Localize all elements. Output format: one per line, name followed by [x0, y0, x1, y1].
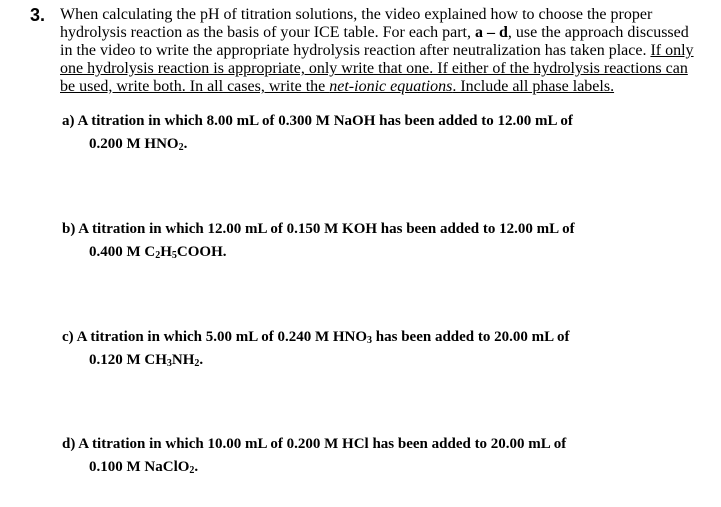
- part-text: 0.400 M C: [89, 244, 156, 260]
- part-b-line-1: [62, 218, 682, 241]
- intro-line-3: [60, 42, 700, 60]
- part-label: a): [62, 113, 75, 129]
- intro-underlined-text: If only: [650, 42, 694, 59]
- part-d: [62, 433, 682, 479]
- subscript: 2: [194, 358, 200, 369]
- subscript: 3: [166, 358, 172, 369]
- part-text: NH: [171, 352, 195, 368]
- intro-line-4: [60, 60, 700, 78]
- intro-italic-text: net-ionic equations: [329, 78, 453, 95]
- part-text: 0.120 M CH: [89, 352, 167, 368]
- part-b: [62, 218, 682, 264]
- part-text: .: [183, 136, 188, 152]
- subscript: 2: [178, 142, 184, 153]
- intro-bold-range: a – d: [475, 24, 508, 41]
- part-a-line-1: [62, 110, 682, 133]
- part-text: 0.200 M HNO: [89, 136, 179, 152]
- subscript: 3: [367, 335, 373, 346]
- intro-underlined-text: . Include all phase labels.: [452, 78, 615, 95]
- part-text: has been added to 20.00 mL of: [372, 329, 570, 345]
- part-text: A titration in which 12.00 mL of 0.150 M KOH has been added to 12.00 mL of: [78, 221, 575, 237]
- subscript: 2: [155, 250, 161, 261]
- part-text: A titration in which 5.00 mL of 0.240 M HNO: [76, 329, 368, 345]
- intro-line-1: [60, 6, 700, 24]
- intro-text: When calculating the pH of titration solutions, the video explained how to choose the proper: [60, 6, 653, 23]
- part-d-line-1: [62, 433, 682, 456]
- intro-text: in the video to write the appropriate hydrolysis reaction after neutralization has taken place.: [60, 42, 651, 59]
- part-text: 0.100 M NaClO: [89, 459, 190, 475]
- intro-text: hydrolysis reaction as the basis of your ICE table. For each part,: [60, 24, 475, 41]
- part-b-line-2: [62, 241, 682, 264]
- part-label: c): [62, 329, 74, 345]
- part-text: A titration in which 10.00 mL of 0.200 M HCl has been added to 20.00 mL of: [78, 436, 567, 452]
- part-text: .: [194, 459, 199, 475]
- intro-text: , use the approach discussed: [507, 24, 689, 41]
- subscript: 5: [171, 250, 177, 261]
- part-d-line-2: [62, 456, 682, 479]
- intro-underlined-text: one hydrolysis reaction is appropriate, only write that one. If either of the hydrolysis reactions can: [60, 60, 688, 77]
- subscript: 2: [189, 465, 195, 476]
- part-a: [62, 110, 682, 156]
- part-text: COOH.: [176, 244, 227, 260]
- part-label: d): [62, 436, 76, 452]
- intro-line-2: [60, 24, 700, 42]
- part-c-line-2: [62, 349, 682, 372]
- question-intro: [60, 6, 700, 96]
- question-number: 3.: [30, 5, 46, 25]
- part-text: .: [199, 352, 204, 368]
- part-c: [62, 326, 682, 372]
- part-a-line-2: [62, 133, 682, 156]
- part-text: A titration in which 8.00 mL of 0.300 M NaOH has been added to 12.00 mL of: [77, 113, 573, 129]
- intro-line-5: [60, 78, 700, 96]
- part-text: H: [160, 244, 172, 260]
- intro-underlined-text: be used, write both. In all cases, write the: [60, 78, 330, 95]
- part-c-line-1: [62, 326, 682, 349]
- part-label: b): [62, 221, 76, 237]
